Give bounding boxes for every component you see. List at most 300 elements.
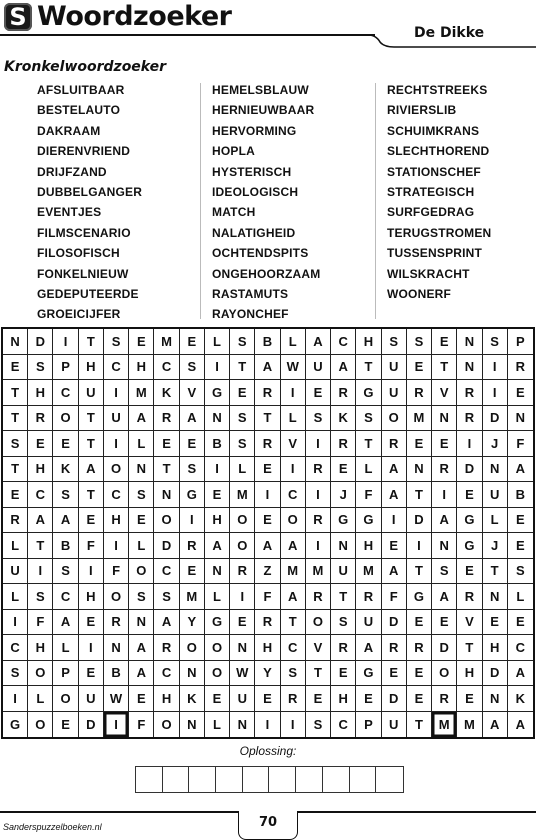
grid-cell[interactable]: A	[515, 716, 526, 732]
grid-cell[interactable]: H	[255, 635, 280, 661]
grid-cell[interactable]: V	[432, 380, 457, 406]
grid-cell[interactable]: A	[382, 457, 407, 483]
grid-cell[interactable]: C	[28, 482, 53, 508]
grid-cell[interactable]: I	[104, 431, 129, 457]
grid-cell[interactable]: N	[154, 482, 179, 508]
grid-cell[interactable]: C	[104, 355, 129, 381]
grid-cell[interactable]: I	[180, 508, 205, 534]
grid-cell[interactable]: G	[205, 610, 230, 636]
grid-cell[interactable]: G	[407, 584, 432, 610]
grid-cell[interactable]: E	[205, 482, 230, 508]
grid-cell[interactable]: A	[205, 533, 230, 559]
grid-cell[interactable]: T	[28, 533, 53, 559]
grid-cell[interactable]: O	[129, 559, 154, 585]
grid-cell[interactable]: T	[457, 635, 482, 661]
grid-cell[interactable]: E	[407, 431, 432, 457]
grid-cell[interactable]: R	[407, 635, 432, 661]
grid-cell[interactable]: D	[432, 635, 457, 661]
grid-cell[interactable]: A	[129, 406, 154, 432]
grid-cell[interactable]: E	[3, 355, 28, 381]
grid-cell[interactable]: S	[432, 559, 457, 585]
grid-cell[interactable]: N	[331, 533, 356, 559]
grid-cell[interactable]: L	[508, 584, 533, 610]
grid-cell[interactable]: E	[331, 457, 356, 483]
grid-cell[interactable]: R	[230, 559, 255, 585]
grid-cell[interactable]: B	[508, 482, 533, 508]
grid-cell[interactable]: C	[53, 380, 78, 406]
solution-box[interactable]	[163, 767, 190, 792]
grid-cell[interactable]: S	[382, 329, 407, 355]
grid-cell[interactable]: O	[205, 661, 230, 687]
grid-cell[interactable]: C	[53, 584, 78, 610]
grid-cell[interactable]: D	[457, 457, 482, 483]
grid-cell[interactable]: L	[281, 329, 306, 355]
grid-cell[interactable]: R	[331, 635, 356, 661]
grid-cell[interactable]: E	[432, 329, 457, 355]
grid-cell[interactable]: E	[508, 533, 533, 559]
solution-box[interactable]	[243, 767, 270, 792]
grid-cell[interactable]: M	[154, 329, 179, 355]
grid-cell[interactable]: R	[432, 686, 457, 712]
grid-cell[interactable]: F	[382, 584, 407, 610]
grid-cell[interactable]: S	[28, 584, 53, 610]
grid-cell[interactable]: N	[205, 406, 230, 432]
grid-cell[interactable]: T	[407, 712, 432, 738]
grid-cell[interactable]: K	[331, 406, 356, 432]
grid-cell[interactable]: F	[356, 482, 381, 508]
grid-cell-highlighted[interactable]: M	[432, 712, 457, 738]
grid-cell[interactable]: L	[28, 686, 53, 712]
grid-cell[interactable]: A	[382, 482, 407, 508]
grid-cell[interactable]: U	[382, 380, 407, 406]
grid-cell[interactable]: G	[356, 380, 381, 406]
grid-cell[interactable]: A	[129, 635, 154, 661]
grid-cell[interactable]: S	[3, 431, 28, 457]
grid-cell[interactable]: R	[281, 686, 306, 712]
grid-cell[interactable]: R	[306, 584, 331, 610]
grid-cell[interactable]: I	[79, 559, 104, 585]
grid-cell[interactable]: J	[331, 482, 356, 508]
grid-cell[interactable]: R	[331, 380, 356, 406]
grid-cell[interactable]: C	[154, 355, 179, 381]
grid-cell[interactable]: A	[129, 661, 154, 687]
grid-cell[interactable]: S	[28, 355, 53, 381]
grid-cell[interactable]: G	[457, 508, 482, 534]
grid-cell[interactable]: E	[79, 610, 104, 636]
grid-cell[interactable]: L	[483, 508, 508, 534]
grid-cell[interactable]: O	[28, 712, 53, 738]
grid-cell[interactable]: R	[180, 533, 205, 559]
grid-cell[interactable]: U	[306, 355, 331, 381]
grid-cell[interactable]: H	[457, 661, 482, 687]
grid-cell[interactable]: O	[154, 712, 179, 738]
grid-cell[interactable]: P	[53, 355, 78, 381]
grid-cell[interactable]: N	[483, 457, 508, 483]
grid-cell[interactable]: O	[154, 508, 179, 534]
grid-cell[interactable]: V	[281, 431, 306, 457]
grid-cell[interactable]: N	[483, 686, 508, 712]
grid-cell[interactable]: K	[154, 380, 179, 406]
grid-cell[interactable]: F	[28, 610, 53, 636]
grid-cell[interactable]: A	[28, 508, 53, 534]
grid-cell[interactable]: T	[255, 406, 280, 432]
grid-cell[interactable]: L	[129, 533, 154, 559]
solution-box[interactable]	[323, 767, 350, 792]
grid-cell[interactable]: R	[407, 380, 432, 406]
solution-box[interactable]	[136, 767, 163, 792]
grid-cell[interactable]: I	[281, 712, 306, 738]
grid-cell[interactable]: E	[407, 610, 432, 636]
grid-cell[interactable]: M	[230, 482, 255, 508]
grid-cell[interactable]: E	[129, 686, 154, 712]
grid-cell[interactable]: M	[407, 406, 432, 432]
grid-cell[interactable]: R	[508, 355, 533, 381]
grid-cell[interactable]: P	[508, 329, 533, 355]
grid-cell[interactable]: A	[432, 508, 457, 534]
grid-cell[interactable]: U	[79, 380, 104, 406]
grid-cell[interactable]: I	[483, 380, 508, 406]
grid-cell[interactable]: U	[331, 559, 356, 585]
grid-cell[interactable]: E	[432, 431, 457, 457]
grid-cell[interactable]: U	[382, 712, 407, 738]
grid-cell[interactable]: I	[407, 533, 432, 559]
grid-cell[interactable]: D	[483, 661, 508, 687]
grid-cell[interactable]: R	[255, 610, 280, 636]
solution-box[interactable]	[350, 767, 377, 792]
grid-cell[interactable]: R	[356, 584, 381, 610]
grid-cell[interactable]: A	[306, 329, 331, 355]
grid-cell[interactable]: L	[281, 406, 306, 432]
grid-cell[interactable]: E	[356, 686, 381, 712]
grid-cell[interactable]: F	[104, 559, 129, 585]
solution-box[interactable]	[189, 767, 216, 792]
grid-cell[interactable]: E	[483, 610, 508, 636]
grid-cell[interactable]: N	[129, 610, 154, 636]
grid-cell[interactable]: E	[3, 482, 28, 508]
grid-cell[interactable]: T	[3, 406, 28, 432]
grid-cell[interactable]: S	[53, 482, 78, 508]
grid-cell[interactable]: A	[281, 584, 306, 610]
grid-cell[interactable]: C	[281, 635, 306, 661]
grid-cell[interactable]: U	[104, 406, 129, 432]
grid-cell[interactable]: T	[306, 661, 331, 687]
grid-cell[interactable]: E	[28, 431, 53, 457]
grid-cell[interactable]: S	[154, 584, 179, 610]
grid-cell[interactable]: R	[154, 406, 179, 432]
grid-cell[interactable]: E	[457, 559, 482, 585]
grid-cell[interactable]: R	[331, 431, 356, 457]
grid-cell[interactable]: D	[407, 508, 432, 534]
grid-cell[interactable]: J	[483, 431, 508, 457]
grid-cell[interactable]: Z	[255, 559, 280, 585]
grid-cell[interactable]: E	[508, 610, 533, 636]
grid-cell[interactable]: R	[457, 380, 482, 406]
grid-cell[interactable]: R	[3, 508, 28, 534]
grid-cell[interactable]: T	[483, 559, 508, 585]
grid-cell[interactable]: G	[331, 508, 356, 534]
grid-cell[interactable]: N	[180, 712, 205, 738]
grid-cell[interactable]: A	[255, 355, 280, 381]
grid-cell[interactable]: R	[255, 380, 280, 406]
grid-cell[interactable]: R	[457, 406, 482, 432]
grid-cell[interactable]: C	[154, 661, 179, 687]
grid-cell[interactable]: N	[180, 661, 205, 687]
grid-cell[interactable]: B	[104, 661, 129, 687]
grid-cell[interactable]: S	[129, 584, 154, 610]
grid-cell[interactable]: E	[382, 533, 407, 559]
grid-cell[interactable]: S	[281, 661, 306, 687]
grid-cell[interactable]: H	[129, 355, 154, 381]
grid-cell[interactable]: W	[281, 355, 306, 381]
grid-cell[interactable]: I	[306, 431, 331, 457]
grid-cell[interactable]: E	[53, 712, 78, 738]
grid-cell[interactable]: R	[154, 635, 179, 661]
grid-cell[interactable]: F	[129, 712, 154, 738]
grid-cell[interactable]: U	[483, 482, 508, 508]
grid-cell[interactable]: E	[180, 329, 205, 355]
grid-cell-highlighted[interactable]: I	[104, 712, 129, 738]
grid-cell[interactable]: I	[382, 508, 407, 534]
grid-cell[interactable]: I	[53, 329, 78, 355]
grid-cell[interactable]: E	[432, 610, 457, 636]
grid-cell[interactable]: Y	[180, 610, 205, 636]
grid-cell[interactable]: I	[205, 355, 230, 381]
grid-cell[interactable]: H	[483, 635, 508, 661]
grid-cell[interactable]: M	[180, 584, 205, 610]
grid-cell[interactable]: H	[79, 584, 104, 610]
grid-cell[interactable]: H	[104, 508, 129, 534]
grid-cell[interactable]: A	[356, 635, 381, 661]
grid-cell[interactable]: E	[129, 329, 154, 355]
grid-cell[interactable]: K	[180, 686, 205, 712]
grid-cell[interactable]: S	[356, 406, 381, 432]
grid-cell[interactable]: M	[281, 559, 306, 585]
grid-cell[interactable]: T	[407, 482, 432, 508]
grid-cell[interactable]: E	[79, 661, 104, 687]
grid-cell[interactable]: H	[205, 508, 230, 534]
grid-cell[interactable]: L	[356, 457, 381, 483]
grid-cell[interactable]: S	[407, 329, 432, 355]
grid-cell[interactable]: I	[483, 355, 508, 381]
grid-cell[interactable]: N	[205, 559, 230, 585]
grid-cell[interactable]: R	[28, 406, 53, 432]
grid-cell[interactable]: E	[154, 431, 179, 457]
grid-cell[interactable]: L	[129, 431, 154, 457]
grid-cell[interactable]: O	[104, 457, 129, 483]
grid-cell[interactable]: D	[382, 610, 407, 636]
solution-box[interactable]	[216, 767, 243, 792]
grid-cell[interactable]: E	[79, 508, 104, 534]
grid-cell[interactable]: R	[382, 431, 407, 457]
grid-cell[interactable]: M	[356, 559, 381, 585]
grid-cell[interactable]: M	[457, 712, 482, 738]
grid-cell[interactable]: T	[356, 355, 381, 381]
grid-cell[interactable]: A	[154, 610, 179, 636]
grid-cell[interactable]: S	[306, 406, 331, 432]
grid-cell[interactable]: E	[407, 661, 432, 687]
grid-cell[interactable]: S	[3, 661, 28, 687]
grid-cell[interactable]: E	[230, 610, 255, 636]
grid-cell[interactable]: T	[79, 431, 104, 457]
grid-cell[interactable]: S	[306, 712, 331, 738]
grid-cell[interactable]: A	[53, 610, 78, 636]
grid-cell[interactable]: S	[230, 406, 255, 432]
grid-cell[interactable]: I	[230, 584, 255, 610]
grid-cell[interactable]: T	[331, 584, 356, 610]
grid-cell[interactable]: E	[457, 482, 482, 508]
grid-cell[interactable]: T	[79, 329, 104, 355]
grid-cell[interactable]: R	[382, 635, 407, 661]
grid-cell[interactable]: E	[205, 686, 230, 712]
grid-cell[interactable]: N	[3, 329, 28, 355]
grid-cell[interactable]: E	[230, 380, 255, 406]
grid-cell[interactable]: S	[230, 329, 255, 355]
grid-cell[interactable]: R	[255, 431, 280, 457]
grid-cell[interactable]: E	[508, 380, 533, 406]
grid-cell[interactable]: G	[180, 482, 205, 508]
grid-cell[interactable]: O	[230, 533, 255, 559]
grid-cell[interactable]: O	[281, 508, 306, 534]
grid-cell[interactable]: T	[356, 431, 381, 457]
grid-cell[interactable]: H	[356, 533, 381, 559]
grid-cell[interactable]: A	[508, 457, 533, 483]
solution-box[interactable]	[296, 767, 323, 792]
grid-cell[interactable]: G	[356, 661, 381, 687]
grid-cell[interactable]: I	[281, 457, 306, 483]
grid-cell[interactable]: T	[79, 482, 104, 508]
grid-cell[interactable]: N	[129, 457, 154, 483]
grid-cell[interactable]: I	[205, 457, 230, 483]
grid-cell[interactable]: R	[457, 584, 482, 610]
grid-cell[interactable]: E	[255, 686, 280, 712]
grid-cell[interactable]: E	[331, 661, 356, 687]
grid-cell[interactable]: R	[432, 457, 457, 483]
grid-cell[interactable]: N	[230, 635, 255, 661]
grid-cell[interactable]: O	[28, 661, 53, 687]
grid-cell[interactable]: I	[104, 533, 129, 559]
grid-cell[interactable]: I	[281, 380, 306, 406]
grid-cell[interactable]: L	[53, 635, 78, 661]
grid-cell[interactable]: O	[53, 686, 78, 712]
grid-cell[interactable]: A	[483, 712, 508, 738]
grid-cell[interactable]: O	[104, 584, 129, 610]
grid-cell[interactable]: I	[3, 610, 28, 636]
grid-cell[interactable]: P	[356, 712, 381, 738]
grid-cell[interactable]: U	[230, 686, 255, 712]
grid-cell[interactable]: F	[255, 584, 280, 610]
grid-cell[interactable]: D	[28, 329, 53, 355]
grid-cell[interactable]: K	[508, 686, 533, 712]
grid-cell[interactable]: G	[205, 380, 230, 406]
grid-cell[interactable]: D	[154, 533, 179, 559]
grid-cell[interactable]: B	[53, 533, 78, 559]
grid-cell[interactable]: B	[255, 329, 280, 355]
grid-cell[interactable]: I	[255, 712, 280, 738]
grid-cell[interactable]: O	[230, 508, 255, 534]
grid-cell[interactable]: O	[382, 406, 407, 432]
grid-cell[interactable]: A	[331, 355, 356, 381]
grid-cell[interactable]: V	[180, 380, 205, 406]
grid-cell[interactable]: A	[180, 406, 205, 432]
grid-cell[interactable]: N	[432, 406, 457, 432]
grid-cell[interactable]: N	[432, 533, 457, 559]
grid-cell[interactable]: G	[457, 533, 482, 559]
grid-cell[interactable]: O	[205, 635, 230, 661]
grid-cell[interactable]: S	[230, 431, 255, 457]
grid-cell[interactable]: U	[79, 686, 104, 712]
grid-cell[interactable]: C	[104, 482, 129, 508]
grid-cell[interactable]: R	[306, 508, 331, 534]
grid-cell[interactable]: U	[382, 355, 407, 381]
grid-cell[interactable]: I	[3, 686, 28, 712]
grid-cell[interactable]: T	[281, 610, 306, 636]
grid-cell[interactable]: K	[53, 457, 78, 483]
grid-cell[interactable]: T	[230, 355, 255, 381]
grid-cell[interactable]: S	[508, 559, 533, 585]
grid-cell[interactable]: B	[205, 431, 230, 457]
grid-cell[interactable]: E	[407, 686, 432, 712]
grid-cell[interactable]: E	[180, 431, 205, 457]
grid-cell[interactable]: J	[483, 533, 508, 559]
grid-cell[interactable]: E	[180, 559, 205, 585]
grid-cell[interactable]: L	[205, 712, 230, 738]
grid-cell[interactable]: T	[3, 380, 28, 406]
grid-cell[interactable]: C	[331, 329, 356, 355]
grid-cell[interactable]: T	[154, 457, 179, 483]
grid-cell[interactable]: H	[28, 457, 53, 483]
grid-cell[interactable]: A	[281, 533, 306, 559]
grid-cell[interactable]: C	[3, 635, 28, 661]
grid-cell[interactable]: O	[53, 406, 78, 432]
grid-cell[interactable]: W	[104, 686, 129, 712]
grid-cell[interactable]: H	[154, 686, 179, 712]
grid-cell[interactable]: H	[356, 329, 381, 355]
grid-cell[interactable]: C	[508, 635, 533, 661]
grid-cell[interactable]: S	[104, 329, 129, 355]
solution-box[interactable]	[269, 767, 296, 792]
grid-cell[interactable]: C	[281, 482, 306, 508]
grid-cell[interactable]: H	[79, 355, 104, 381]
grid-cell[interactable]: N	[104, 635, 129, 661]
grid-cell[interactable]: E	[407, 355, 432, 381]
grid-cell[interactable]: I	[104, 380, 129, 406]
grid-cell[interactable]: T	[407, 559, 432, 585]
grid-cell[interactable]: L	[230, 457, 255, 483]
grid-cell[interactable]: E	[53, 431, 78, 457]
grid-cell[interactable]: U	[356, 610, 381, 636]
grid-cell[interactable]: E	[255, 508, 280, 534]
grid-cell[interactable]: A	[432, 584, 457, 610]
grid-cell[interactable]: I	[28, 559, 53, 585]
grid-cell[interactable]: H	[28, 635, 53, 661]
grid-cell[interactable]: F	[79, 533, 104, 559]
grid-cell[interactable]: I	[79, 635, 104, 661]
grid-cell[interactable]: D	[483, 406, 508, 432]
grid-cell[interactable]: C	[154, 559, 179, 585]
grid-cell[interactable]: V	[457, 610, 482, 636]
grid-cell[interactable]: O	[306, 610, 331, 636]
grid-cell[interactable]: E	[129, 508, 154, 534]
grid-cell[interactable]: V	[306, 635, 331, 661]
grid-cell[interactable]: L	[205, 584, 230, 610]
grid-cell[interactable]: E	[508, 508, 533, 534]
grid-cell[interactable]: N	[483, 584, 508, 610]
grid-cell[interactable]: L	[3, 533, 28, 559]
grid-cell[interactable]: L	[205, 329, 230, 355]
solution-box[interactable]	[376, 767, 403, 792]
grid-cell[interactable]: S	[129, 482, 154, 508]
grid-cell[interactable]: I	[255, 482, 280, 508]
